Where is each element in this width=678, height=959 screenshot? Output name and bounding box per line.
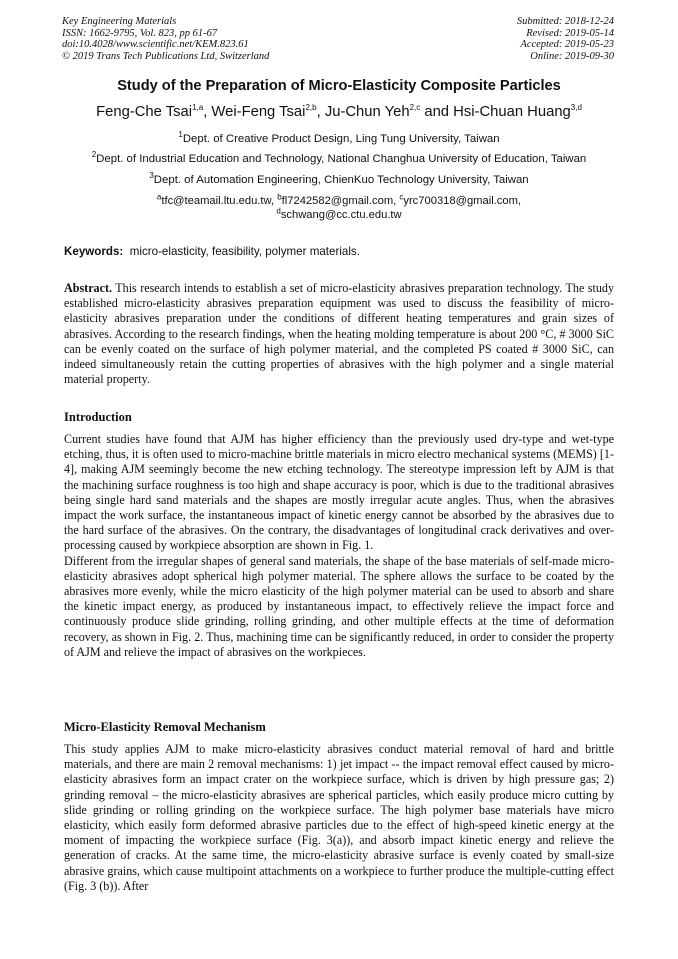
author-sup: 3,d xyxy=(570,103,582,113)
author-emails: $^a$tfc@teamail.ltu.edu.tw, $^b$fl7242582@gmail.com, $^c$yrc700318@gmail.com, $^d$schwang@cc.ctu.edu.tw xyxy=(156,192,522,221)
affiliation-sup: 2 xyxy=(91,150,97,160)
email-b[interactable]: fl7242582@gmail.com xyxy=(281,195,394,207)
affiliation-3 xyxy=(0,171,678,186)
abstract-block xyxy=(64,281,614,387)
author-name: Hsi-Chuan Huang xyxy=(453,104,571,120)
journal-header-right xyxy=(517,16,614,62)
journal-header-left xyxy=(62,16,269,62)
paper-title: Study of the Preparation of Micro-Elasticity Composite Particles xyxy=(117,78,561,94)
email-a[interactable]: tfc@teamail.ltu.edu.tw xyxy=(161,195,271,207)
introduction-body xyxy=(64,432,614,660)
author-sup: 2,c xyxy=(409,103,421,113)
author-sep: , xyxy=(316,104,325,120)
paragraph: Current studies have found that AJM has higher efficiency than the previously used dry-type and wet-type etching, thus, it is often used to micro-machine brittle materials in micro electro mechanical systems (MEMS) [1-4], making AJM seemingly become the new etching technology. The stereotype impression left by AJM is that the machining surface roughness is too high and shape accuracy is poor, which is due to the traditional abrasives being single hard sand materials and the shapes are mostly irregular acute angles. Thus, when the abrasives impact the work surface, the instantaneous impact of kinetic energy cannot be absorbed by the abrasives due to the hard surface of the abrasives. On the contrary, the disadvantages of longitudinal crack derivatives and over-processing caused by workpiece absorption are shown in Fig. 1. xyxy=(64,432,614,553)
author-sep: and xyxy=(420,104,454,120)
abstract-label: Abstract. xyxy=(64,281,113,295)
journal-copyright: © 2019 Trans Tech Publications Ltd, Switzerland xyxy=(62,50,270,62)
journal-doi: doi:10.4028/www.scientific.net/KEM.823.61 xyxy=(62,39,249,51)
author-list xyxy=(0,104,678,120)
abstract-text: This research intends to establish a set of micro-elasticity abrasives preparation technology. The study established micro-elasticity abrasives preparation equipment was used to discuss the feasibility of micro-elasticity abrasives preparation under the conditions of different heating temperatures and grain sizes of abrasives. According to the research findings, when the heating molding temperature is about 200 °C, # 3000 SiC can be evenly coated on the surface of high polymer material, and the completed PS coated # 3000 SiC, can indeed simultaneously retain the cutting properties of abrasives with the high polymer and a single material material property. xyxy=(64,281,614,387)
section-heading-mechanism: Micro-Elasticity Removal Mechanism xyxy=(64,720,266,734)
affiliation-text: Dept. of Creative Product Design, Ling Tung University, Taiwan xyxy=(182,133,500,145)
paragraph: Different from the irregular shapes of general sand materials, the shape of the base materials of self-made micro-elasticity abrasives adopt spherical high polymer material. The sphere allows the surface to be coated by the abrasives more evenly, while the micro elasticity of the high polymer material can be used to absorb and share the kinetic impact energy, as produced by instantaneous impact, to effectively relieve the impact force and continuously produce slide grinding, rolling grinding, and other multiple effects at the time of deformation recovery, as shown in Fig. 2. Thus, machining time can be significantly reduced, in order to consider the property of AJM and relieve the impact of abrasives on the workpieces. xyxy=(64,553,614,659)
affiliation-1 xyxy=(0,130,678,145)
keywords-label: Keywords: xyxy=(64,245,124,258)
author-sup: 1,a xyxy=(192,103,204,113)
paragraph: This study applies AJM to make micro-elasticity abrasives conduct material removal of hard and brittle materials, and there are main 2 removal mechanisms: 1) jet impact -- the impact removal effect caused by micro-elasticity abrasives form an impact crater on the workpiece surface, which is driven by high pressure gas; 2) grinding removal – the micro-elasticity abrasives are spherical particles, which easily produce micro cutting by slide grinding or rolling grinding on the workpiece surface. The high polymer base materials have micro elasticity, which easily form deformed abrasive particles due to the effect of high-speed kinetic energy at the moment of impacting the workpiece surface (Fig. 3(a)), and absorb impact kinetic energy and relieve the generation of cracks. At the same time, the micro-elasticity abrasive surface is evenly coated by small-size abrasive grains, which cause multipoint attachments on a workpiece to further produce the multiple-cutting effect (Fig. 3 (b)). After xyxy=(64,742,614,893)
affiliation-sup: 3 xyxy=(149,171,154,181)
mechanism-body xyxy=(64,742,614,894)
author-name: Feng-Che Tsai xyxy=(96,104,193,120)
author-name: Wei-Feng Tsai xyxy=(211,104,306,120)
author-sep: , xyxy=(203,104,212,120)
journal-name: Key Engineering Materials xyxy=(62,16,177,27)
keywords-text: micro-elasticity, feasibility, polymer materials. xyxy=(129,245,360,258)
email-c[interactable]: yrc700318@gmail.com xyxy=(403,195,518,207)
email-d[interactable]: schwang@cc.ctu.edu.tw xyxy=(280,209,402,221)
keywords-line xyxy=(64,245,360,258)
affiliation-text: Dept. of Automation Engineering, ChienKuo Technology University, Taiwan xyxy=(153,174,529,186)
submitted-date: Submitted: 2018-12-24 xyxy=(516,16,614,27)
journal-issn: ISSN: 1662-9795, Vol. 823, pp 61-67 xyxy=(62,27,218,39)
online-date: Online: 2019-09-30 xyxy=(530,50,614,62)
affiliation-2 xyxy=(0,150,678,165)
accepted-date: Accepted: 2019-05-23 xyxy=(520,39,614,51)
affiliation-text: Dept. of Industrial Education and Technology, National Changhua University of Education, Taiwan xyxy=(96,153,587,165)
author-sup: 2,b xyxy=(305,103,317,113)
revised-date: Revised: 2019-05-14 xyxy=(526,27,614,39)
affiliation-sup: 1 xyxy=(178,130,183,140)
author-name: Ju-Chun Yeh xyxy=(324,104,410,120)
section-heading-introduction: Introduction xyxy=(64,410,132,424)
